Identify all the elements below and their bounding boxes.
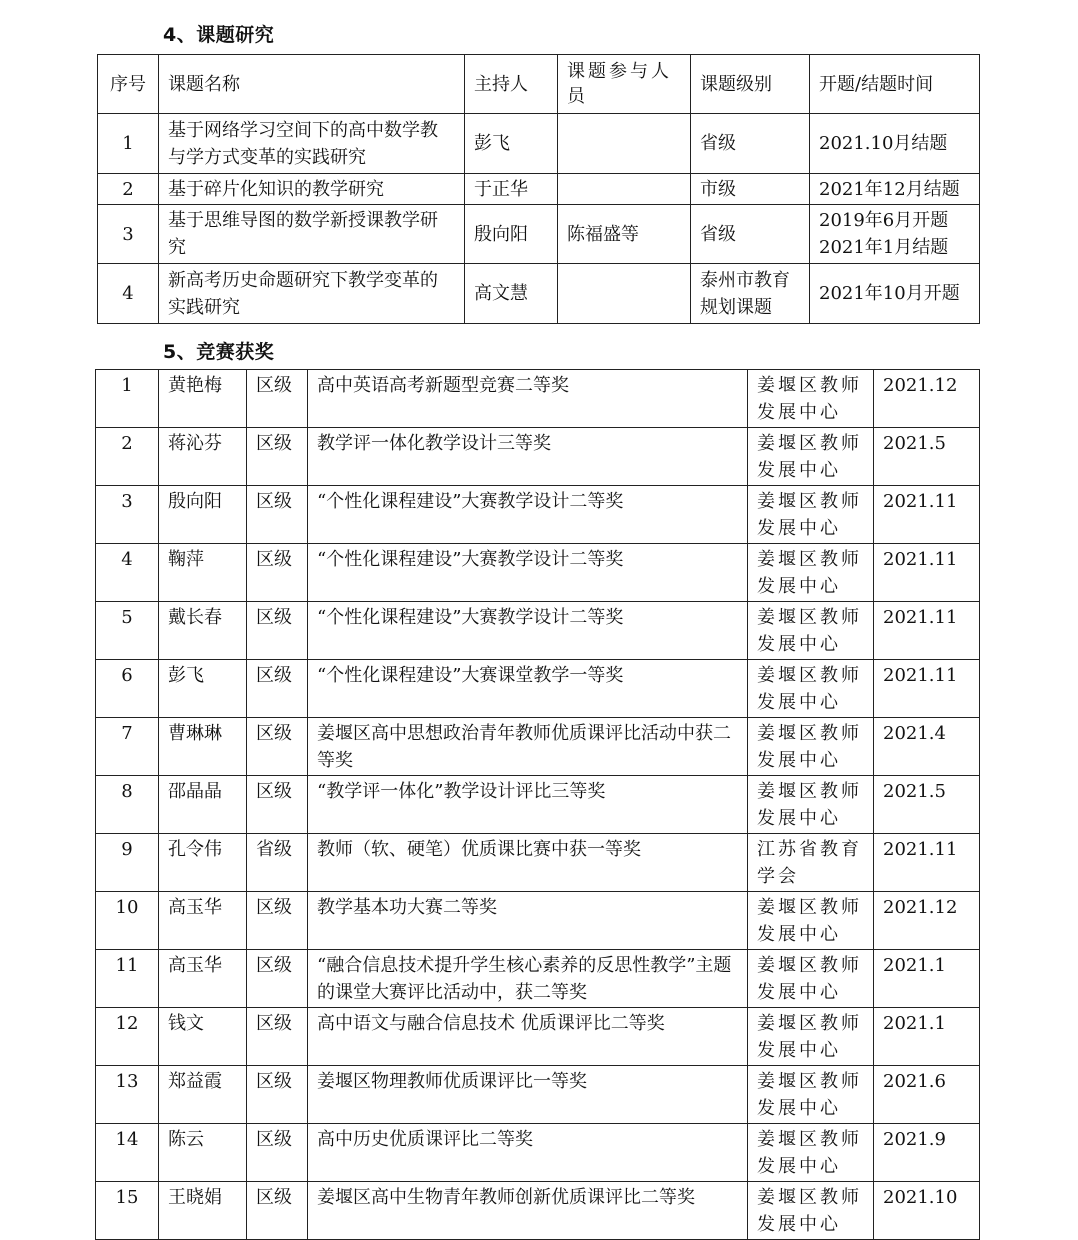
row-date: 2021.5 — [874, 776, 980, 834]
row-no: 3 — [96, 486, 159, 544]
table-row — [96, 486, 980, 544]
row-level: 区级 — [247, 370, 308, 428]
row-members: 陈福盛等 — [558, 205, 691, 264]
row-level: 区级 — [247, 660, 308, 718]
row-no: 10 — [96, 892, 159, 950]
row-date: 2021.11 — [874, 544, 980, 602]
row-level: 区级 — [247, 544, 308, 602]
table-row — [96, 370, 980, 428]
row-date: 2021.1 — [874, 950, 980, 1008]
row-time: 2021年12月结题 — [810, 174, 980, 205]
row-level: 区级 — [247, 602, 308, 660]
table-row — [96, 660, 980, 718]
row-award: 高中语文与融合信息技术 优质课评比二等奖 — [308, 1008, 748, 1066]
row-no: 3 — [98, 205, 159, 264]
row-date: 2021.12 — [874, 892, 980, 950]
row-org: 姜堰区教师发展中心 — [748, 544, 874, 602]
row-no: 15 — [96, 1182, 159, 1240]
row-date: 2021.4 — [874, 718, 980, 776]
row-name: 鞠萍 — [159, 544, 247, 602]
row-name: 高玉华 — [159, 950, 247, 1008]
row-date: 2021.11 — [874, 834, 980, 892]
row-award: “个性化课程建设”大赛教学设计二等奖 — [308, 544, 748, 602]
table-row — [96, 1008, 980, 1066]
table-row — [96, 718, 980, 776]
table-row — [98, 264, 980, 324]
row-date: 2021.1 — [874, 1008, 980, 1066]
row-no: 4 — [98, 264, 159, 324]
row-award: 教师（软、硬笔）优质课比赛中获一等奖 — [308, 834, 748, 892]
row-level: 区级 — [247, 1124, 308, 1182]
row-time: 2019年6月开题 2021年1月结题 — [810, 205, 980, 264]
row-org: 姜堰区教师发展中心 — [748, 950, 874, 1008]
row-org: 姜堰区教师发展中心 — [748, 1182, 874, 1240]
row-date: 2021.11 — [874, 602, 980, 660]
row-org: 姜堰区教师发展中心 — [748, 1066, 874, 1124]
row-date: 2021.11 — [874, 660, 980, 718]
row-name: 黄艳梅 — [159, 370, 247, 428]
row-date: 2021.5 — [874, 428, 980, 486]
row-award: 姜堰区物理教师优质课评比一等奖 — [308, 1066, 748, 1124]
row-level: 市级 — [691, 174, 810, 205]
row-members — [558, 264, 691, 324]
table-row — [96, 544, 980, 602]
row-name: 基于碎片化知识的教学研究 — [159, 174, 465, 205]
row-org: 姜堰区教师发展中心 — [748, 428, 874, 486]
row-host: 殷向阳 — [465, 205, 558, 264]
row-award: 教学评一体化教学设计三等奖 — [308, 428, 748, 486]
row-award: “教学评一体化”教学设计评比三等奖 — [308, 776, 748, 834]
header-host: 主持人 — [465, 55, 558, 114]
row-no: 1 — [96, 370, 159, 428]
row-name: 陈云 — [159, 1124, 247, 1182]
row-name: 新高考历史命题研究下教学变革的实践研究 — [159, 264, 465, 324]
row-name: 郑益霞 — [159, 1066, 247, 1124]
row-org: 姜堰区教师发展中心 — [748, 718, 874, 776]
row-award: 姜堰区高中思想政治青年教师优质课评比活动中获二等奖 — [308, 718, 748, 776]
row-name: 邵晶晶 — [159, 776, 247, 834]
row-no: 11 — [96, 950, 159, 1008]
row-no: 13 — [96, 1066, 159, 1124]
row-name: 蒋沁芬 — [159, 428, 247, 486]
row-host: 于正华 — [465, 174, 558, 205]
row-members — [558, 174, 691, 205]
row-level: 区级 — [247, 1182, 308, 1240]
row-level: 区级 — [247, 776, 308, 834]
row-org: 江苏省教育学会 — [748, 834, 874, 892]
row-org: 姜堰区教师发展中心 — [748, 486, 874, 544]
table-row — [96, 602, 980, 660]
row-award: “个性化课程建设”大赛教学设计二等奖 — [308, 602, 748, 660]
row-no: 9 — [96, 834, 159, 892]
header-name: 课题名称 — [159, 55, 465, 114]
row-no: 2 — [98, 174, 159, 205]
row-no: 2 — [96, 428, 159, 486]
row-name: 孔令伟 — [159, 834, 247, 892]
row-name: 殷向阳 — [159, 486, 247, 544]
table-row — [96, 834, 980, 892]
row-level: 区级 — [247, 718, 308, 776]
header-time: 开题/结题时间 — [810, 55, 980, 114]
row-level: 区级 — [247, 892, 308, 950]
row-award: 姜堰区高中生物青年教师创新优质课评比二等奖 — [308, 1182, 748, 1240]
header-level: 课题级别 — [691, 55, 810, 114]
table-row — [96, 776, 980, 834]
row-date: 2021.6 — [874, 1066, 980, 1124]
row-award: “融合信息技术提升学生核心素养的反思性教学”主题的课堂大赛评比活动中，获二等奖 — [308, 950, 748, 1008]
table-row — [98, 114, 980, 174]
row-host: 彭飞 — [465, 114, 558, 174]
row-level: 省级 — [691, 114, 810, 174]
section-4-title: 4、课题研究 — [163, 24, 275, 46]
row-name: 基于思维导图的数学新授课教学研究 — [159, 205, 465, 264]
competition-awards-table — [95, 369, 980, 1240]
table-row — [96, 892, 980, 950]
research-projects-table — [97, 54, 980, 324]
row-date: 2021.9 — [874, 1124, 980, 1182]
row-name: 钱文 — [159, 1008, 247, 1066]
row-org: 姜堰区教师发展中心 — [748, 1008, 874, 1066]
row-no: 8 — [96, 776, 159, 834]
table-header-row — [98, 55, 980, 114]
row-no: 1 — [98, 114, 159, 174]
header-no: 序号 — [98, 55, 159, 114]
row-date: 2021.11 — [874, 486, 980, 544]
row-time: 2021.10月结题 — [810, 114, 980, 174]
row-name: 王晓娟 — [159, 1182, 247, 1240]
row-org: 姜堰区教师发展中心 — [748, 370, 874, 428]
row-level: 区级 — [247, 486, 308, 544]
row-level: 省级 — [247, 834, 308, 892]
table-row — [98, 205, 980, 264]
table-row — [96, 428, 980, 486]
row-date: 2021.10 — [874, 1182, 980, 1240]
row-level: 区级 — [247, 950, 308, 1008]
row-award: “个性化课程建设”大赛教学设计二等奖 — [308, 486, 748, 544]
row-members — [558, 114, 691, 174]
table-row — [96, 1124, 980, 1182]
row-level: 省级 — [691, 205, 810, 264]
row-name: 戴长春 — [159, 602, 247, 660]
row-level: 泰州市教育规划课题 — [691, 264, 810, 324]
row-no: 4 — [96, 544, 159, 602]
header-members: 课题参与人员 — [558, 55, 691, 114]
row-name: 基于网络学习空间下的高中数学教与学方式变革的实践研究 — [159, 114, 465, 174]
row-date: 2021.12 — [874, 370, 980, 428]
table-row — [96, 1066, 980, 1124]
table-row — [96, 950, 980, 1008]
table-row — [96, 1182, 980, 1240]
row-name: 曹琳琳 — [159, 718, 247, 776]
row-no: 5 — [96, 602, 159, 660]
row-org: 姜堰区教师发展中心 — [748, 660, 874, 718]
row-award: 教学基本功大赛二等奖 — [308, 892, 748, 950]
row-name: 彭飞 — [159, 660, 247, 718]
row-level: 区级 — [247, 428, 308, 486]
row-org: 姜堰区教师发展中心 — [748, 602, 874, 660]
row-time: 2021年10月开题 — [810, 264, 980, 324]
row-level: 区级 — [247, 1008, 308, 1066]
row-org: 姜堰区教师发展中心 — [748, 892, 874, 950]
row-no: 12 — [96, 1008, 159, 1066]
row-no: 14 — [96, 1124, 159, 1182]
row-host: 高文慧 — [465, 264, 558, 324]
row-org: 姜堰区教师发展中心 — [748, 776, 874, 834]
row-award: “个性化课程建设”大赛课堂教学一等奖 — [308, 660, 748, 718]
row-award: 高中英语高考新题型竞赛二等奖 — [308, 370, 748, 428]
row-org: 姜堰区教师发展中心 — [748, 1124, 874, 1182]
row-no: 6 — [96, 660, 159, 718]
section-5-title: 5、竞赛获奖 — [163, 341, 275, 363]
row-name: 高玉华 — [159, 892, 247, 950]
row-award: 高中历史优质课评比二等奖 — [308, 1124, 748, 1182]
table-row — [98, 174, 980, 205]
row-level: 区级 — [247, 1066, 308, 1124]
row-no: 7 — [96, 718, 159, 776]
